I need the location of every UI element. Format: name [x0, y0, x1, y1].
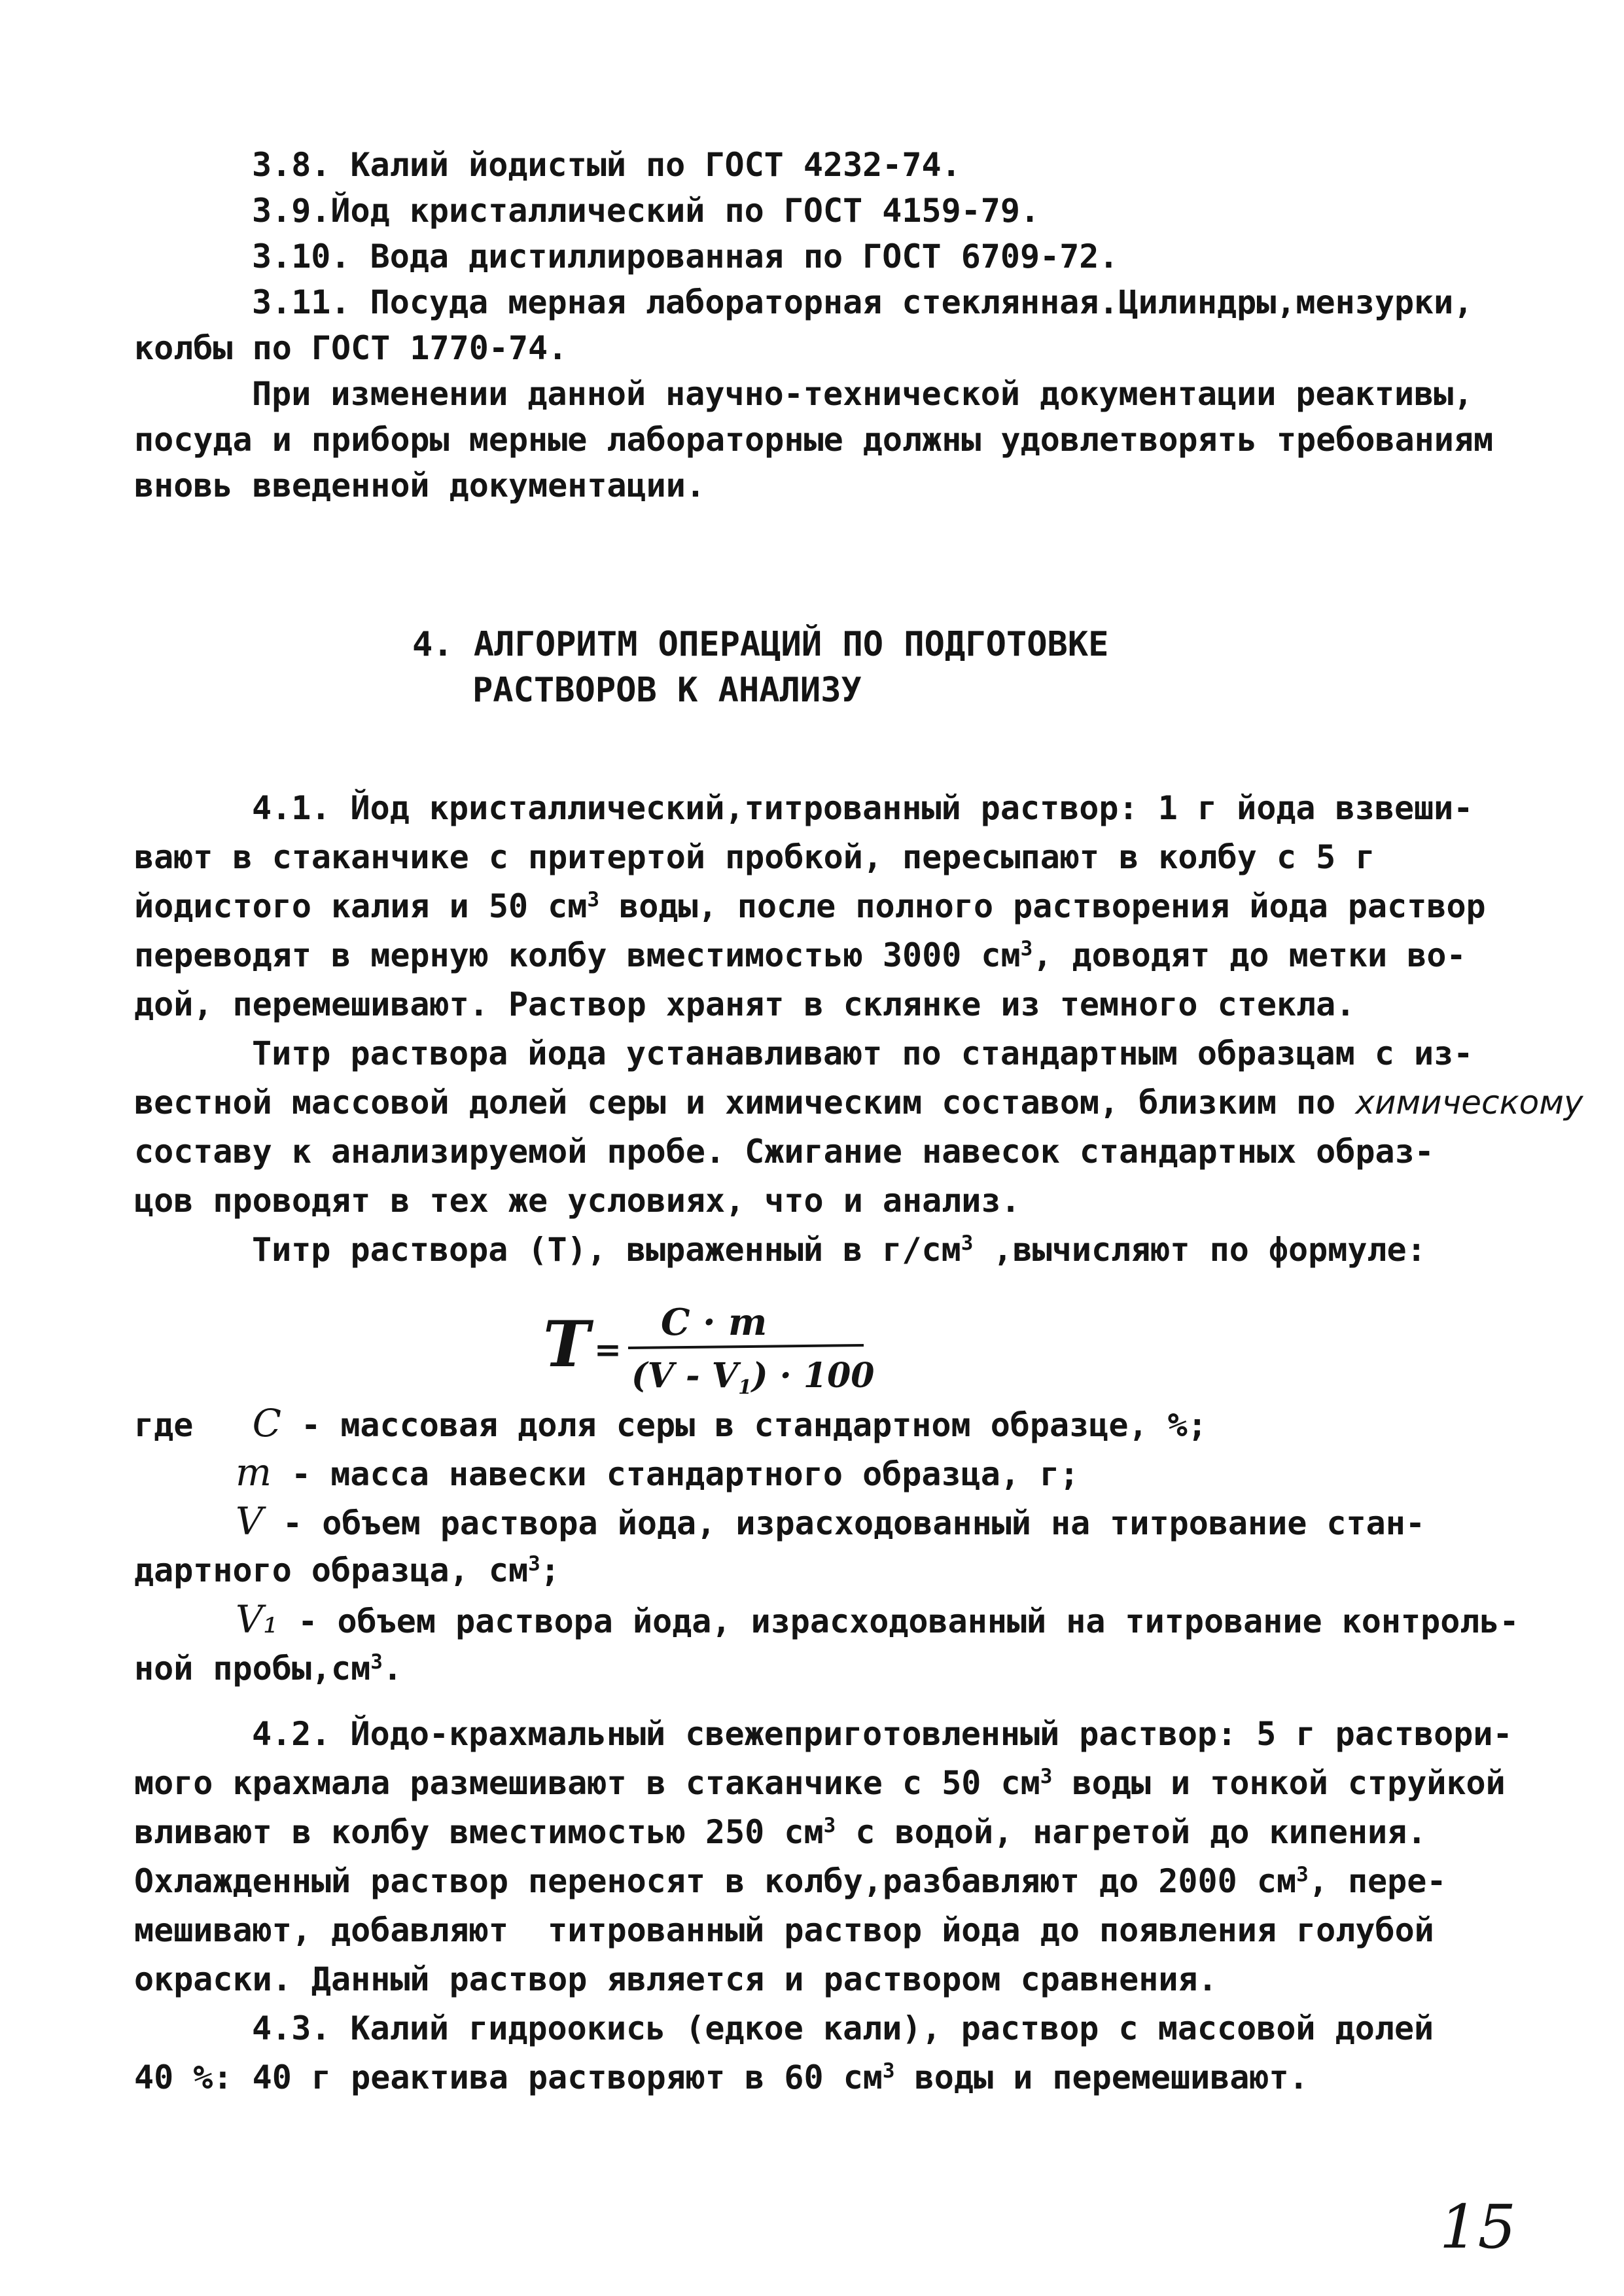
- p42-line-4-tail: , пере-: [1308, 1862, 1447, 1900]
- formula-lhs: Т: [543, 1307, 590, 1381]
- def-symbol-m: m: [236, 1450, 272, 1494]
- formula-equals: =: [594, 1330, 622, 1369]
- p41-line-3: [134, 887, 1521, 926]
- p41-line-1: 4.1. Йод кристаллический,титрованный раствор: 1 г йода взвеши-: [252, 789, 1474, 827]
- page-number: 15: [1439, 2192, 1517, 2262]
- titr-line-4: цов проводят в тех же условиях, что и анализ.: [134, 1182, 1021, 1220]
- item-3-10: 3.10. Вода дистиллированная по ГОСТ 6709-72.: [252, 238, 1119, 275]
- p42-line-1: 4.2. Йодо-крахмальный свежеприготовленный раствор: 5 г раствори-: [252, 1715, 1513, 1753]
- superscript-3: 3: [823, 1813, 836, 1837]
- item-3-9: 3.9.Йод кристаллический по ГОСТ 4159-79.: [252, 192, 1040, 230]
- formula-denominator: (V - V1) · 100: [631, 1356, 875, 1399]
- section-4-heading: 4. АЛГОРИТМ ОПЕРАЦИЙ ПО ПОДГОТОВКЕ: [412, 625, 1109, 664]
- p41-line-3-text: йодистого калия и 50 см: [134, 887, 588, 925]
- p41-line-2: вают в стаканчике с притертой пробкой, пересыпают в колбу с 5 г: [134, 838, 1375, 876]
- p42-line-3-tail: с водой, нагретой до кипения.: [836, 1813, 1427, 1851]
- p41-line-5: дой, перемешивают. Раствор хранят в склянке из темного стекла.: [134, 985, 1356, 1023]
- p42-line-2: [134, 1763, 1521, 1803]
- note-line-3: вновь введенной документации.: [134, 467, 705, 504]
- section-4-heading-cont: РАСТВОРОВ К АНАЛИЗУ: [472, 671, 862, 710]
- def-line-1: [134, 1401, 1521, 1445]
- def-text-m: - масса навески стандартного образца, г;: [272, 1455, 1080, 1493]
- def-text-v-cont: дартного образца, см: [134, 1551, 529, 1589]
- titr-line-5-mid: , выраженный в г/см: [586, 1231, 961, 1269]
- p42-line-4-text: Охлажденный раствор переносят в колбу,разбавляют до 2000 см: [134, 1862, 1297, 1900]
- def-line-3: [236, 1499, 1623, 1544]
- titr-line-1: Титр раствора йода устанавливают по стандартным образцам с из-: [252, 1034, 1474, 1072]
- p43-line-2-tail: воды и перемешивают.: [894, 2058, 1309, 2096]
- p43-line-2-text: 40 %: 40 г реактива растворяют в 60 см: [134, 2058, 883, 2096]
- titr-symbol: (Т): [527, 1231, 587, 1269]
- superscript-3: 3: [1020, 936, 1033, 961]
- p42-line-2-text: мого крахмала размешивают в стаканчике с 50 см: [134, 1764, 1040, 1802]
- p42-line-5: мешивают, добавляют титрованный раствор йода до появления голубой: [134, 1911, 1434, 1949]
- titr-line-5-text: Титр раствора: [252, 1231, 528, 1269]
- def-symbol-v1: V₁: [236, 1597, 279, 1642]
- def-text-v1-cont: ной пробы,см: [134, 1650, 371, 1687]
- def-symbol-v: V: [236, 1499, 263, 1544]
- titr-line-3: составу к анализируемой пробе. Сжигание навесок стандартных образ-: [134, 1133, 1434, 1171]
- p42-line-4: [134, 1862, 1521, 1901]
- titr-formula: [543, 1296, 909, 1400]
- def-line-3-cont: дартного образца, $см^3$;: [134, 1551, 560, 1589]
- superscript-3: 3: [528, 1551, 540, 1576]
- titr-line-2-text: вестной массовой долей серы и химическим составом, близким по: [134, 1084, 1356, 1122]
- item-3-11-cont: колбы по ГОСТ 1770-74.: [134, 329, 568, 367]
- def-line-4: [236, 1597, 1623, 1642]
- def-text-v: - объем раствора йода, израсходованный на титрование стан-: [262, 1504, 1425, 1542]
- p43-line-1: 4.3. Калий гидроокись (едкое кали), раствор с массовой долей: [252, 2009, 1434, 2047]
- p42-line-3-text: вливают в колбу вместимостью 250 см: [134, 1813, 824, 1851]
- p43-line-2: [134, 2058, 1521, 2097]
- superscript-3: 3: [1040, 1764, 1053, 1788]
- item-3-8: 3.8. Калий йодистый по ГОСТ 4232-74.: [252, 146, 961, 184]
- superscript-3: 3: [1296, 1862, 1309, 1886]
- p41-line-4-text: переводят в мерную колбу вместимостью 3000 см: [134, 936, 1021, 974]
- fraction-bar: [628, 1345, 864, 1348]
- formula-numerator: С · m: [661, 1301, 768, 1344]
- superscript-3: 3: [961, 1231, 974, 1255]
- superscript-3: 3: [882, 2058, 895, 2083]
- def-line-4-cont: ной $пробы,см^3$.: [134, 1650, 403, 1687]
- note-line-1: При изменении данной научно-технической документации реактивы,: [252, 375, 1474, 413]
- titr-line-2: [134, 1083, 1583, 1122]
- def-symbol-c: С: [252, 1401, 282, 1445]
- where-label: где: [134, 1406, 194, 1444]
- p41-line-4-tail: , доводят до метки во-: [1033, 936, 1466, 974]
- titr-line-5-tail: ,вычисляют по формуле:: [973, 1231, 1426, 1269]
- def-text-v1: - объем раствора йода, израсходованный на титрование контроль-: [278, 1602, 1519, 1640]
- p42-line-2-tail: воды и тонкой струйкой: [1052, 1764, 1506, 1802]
- note-line-2: посуда и приборы мерные лабораторные должны удовлетворять требованиям: [134, 421, 1494, 459]
- def-line-2: [236, 1450, 1623, 1494]
- p42-line-6: окраски. Данный раствор является и раствором сравнения.: [134, 1960, 1218, 1998]
- superscript-3: 3: [587, 887, 600, 911]
- p41-line-3-tail: воды, после полного растворения йода раствор: [599, 887, 1486, 925]
- handwritten-correction: химическому: [1355, 1084, 1583, 1122]
- titr-line-5: [252, 1230, 1624, 1269]
- superscript-3: 3: [370, 1650, 383, 1674]
- p42-line-3: [134, 1812, 1521, 1852]
- p41-line-4: [134, 936, 1521, 975]
- item-3-11: 3.11. Посуда мерная лабораторная стеклянная.Цилиндры,мензурки,: [252, 283, 1474, 321]
- def-text-c: - массовая доля серы в стандартном образце, %;: [281, 1406, 1207, 1444]
